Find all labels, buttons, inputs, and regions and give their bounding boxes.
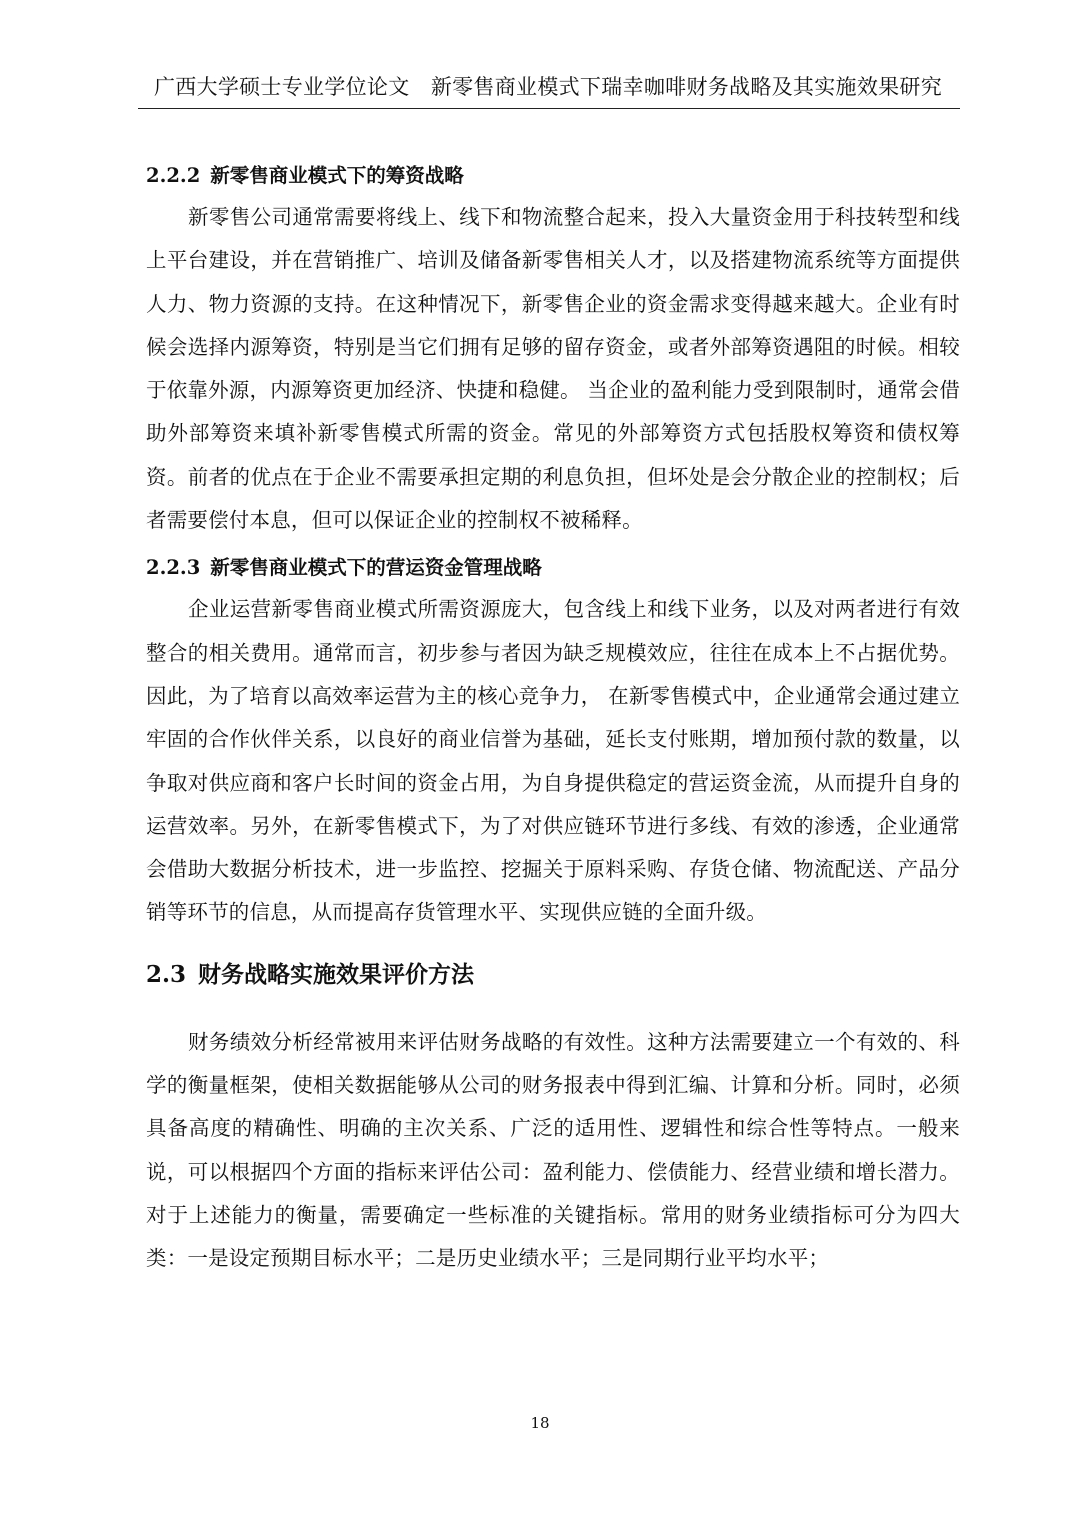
- page-body: [146, 156, 960, 1281]
- section-heading-2-2-3: [146, 548, 960, 588]
- body-paragraph: 新零售公司通常需要将线上、线下和物流整合起来，投入大量资金用于科技转型和线上平台建设，并在营销推广、培训及储备新零售相关人才，以及搭建物流系统等方面提供人力、物力资源的支持。在这种情况下，新零售企业的资金需求变得越来越大。企业有时候会选择内源筹资，特别是当它们拥有足够的留存资金，或者外部筹资遇阻的时候。相较于依靠外源，内源筹资更加经济、快捷和稳健。 当企业的盈利能力受到限制时，通常会借助外部筹资来填补新零售模式所需的资金。常见的外部筹资方式包括股权筹资和债权筹资。前者的优点在于企业不需要承担定期的利息负担，但坏处是会分散企业的控制权；后者需要偿付本息，但可以保证企业的控制权不被稀释。: [146, 205, 961, 533]
- body-paragraph: 财务绩效分析经常被用来评估财务战略的有效性。这种方法需要建立一个有效的、科学的衡量框架，使相关数据能够从公司的财务报表中得到汇编、计算和分析。同时，必须具备高度的精确性、明确的主次关系、广泛的适用性、逻辑性和综合性等特点。一般来说，可以根据四个方面的指标来评估公司：盈利能力、偿债能力、经营业绩和增长潜力。对于上述能力的衡量，需要确定一些标准的关键指标。常用的财务业绩指标可分为四大类：一是设定预期目标水平；二是历史业绩水平；三是同期行业平均水平；: [146, 1029, 960, 1271]
- section-number: 2.2.2: [146, 164, 201, 187]
- running-header: 广西大学硕士专业学位论文 新零售商业模式下瑞幸咖啡财务战略及其实施效果研究: [153, 75, 943, 99]
- section-title: 新零售商业模式下的营运资金管理战略: [210, 556, 542, 580]
- section-heading-2-3: [146, 955, 960, 995]
- page-number: 18: [530, 1414, 550, 1432]
- section-number: 2.2.3: [146, 556, 201, 580]
- header-rule: [138, 108, 960, 109]
- section-title: 财务战略实施效果评价方法: [198, 960, 475, 988]
- body-paragraph: 企业运营新零售商业模式所需资源庞大，包含线上和线下业务，以及对两者进行有效整合的相关费用。通常而言，初步参与者因为缺乏规模效应，往往在成本上不占据优势。因此，为了培育以高效率运营为主的核心竞争力， 在新零售模式中，企业通常会通过建立牢固的合作伙伴关系，以良好的商业信誉为基础，延长支付账期，增加预付款的数量，以争取对供应商和客户长时间的资金占用，为自身提供稳定的营运资金流，从而提升自身的运营效率。另外，在新零售模式下，为了对供应链环节进行多线、有效的渗透，企业通常会借助大数据分析技术，进一步监控、挖掘关于原料采购、存货仓储、物流配送、产品分销等环节的信息，从而提高存货管理水平、实现供应链的全面升级。: [146, 597, 961, 925]
- section-title: 新零售商业模式下的筹资战略: [210, 164, 464, 187]
- section-number: 2.3: [146, 960, 187, 988]
- section-heading-2-2-2: [146, 156, 960, 196]
